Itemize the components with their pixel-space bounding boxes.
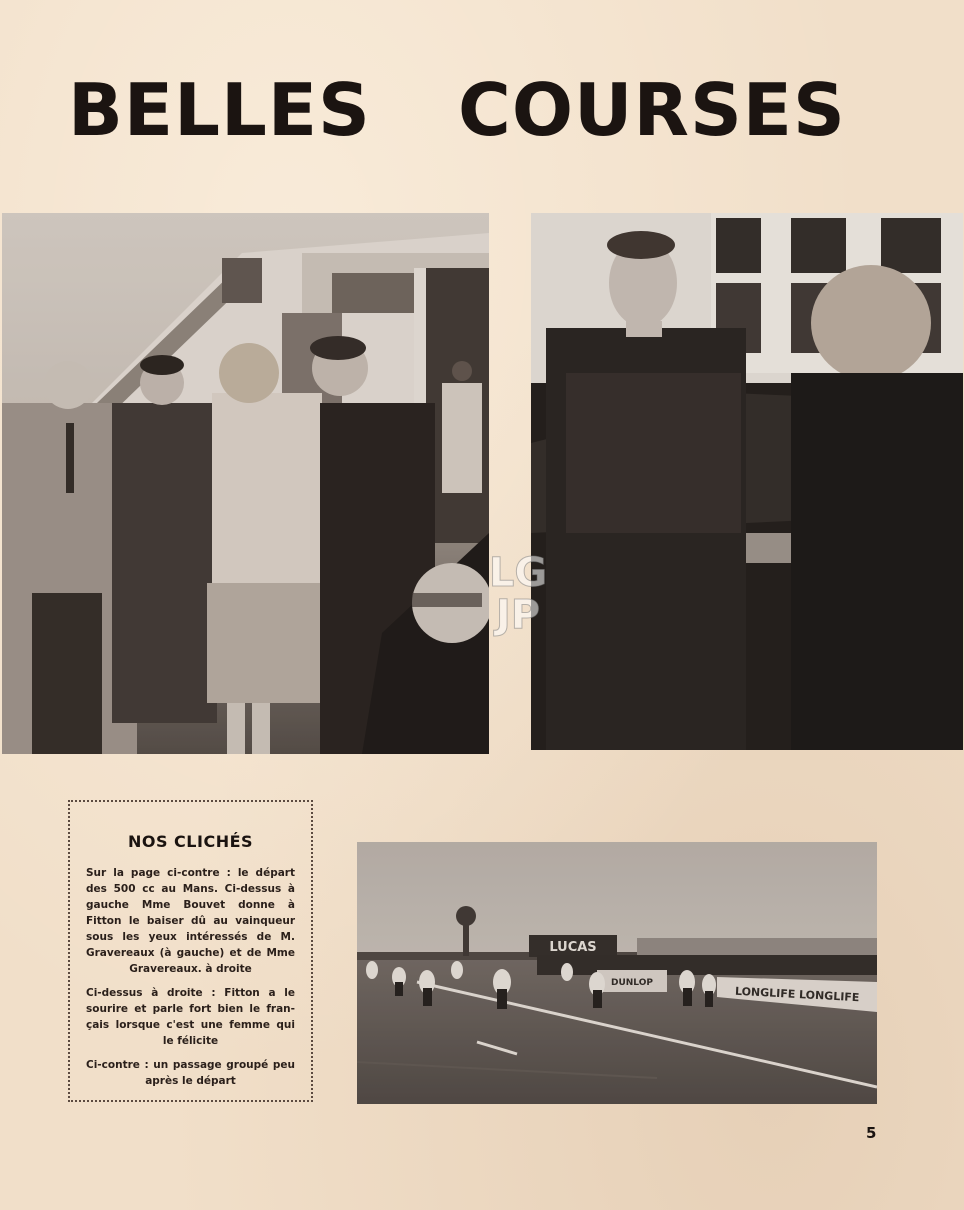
photo-race-start-image (357, 842, 877, 1104)
page-number: 5 (866, 1124, 877, 1142)
watermark-line-2: JP (495, 592, 541, 638)
headline (0, 60, 964, 160)
caption-paragraph-1: Sur la page ci-contre : le départ des 500 cc au Mans. Ci-dessus à gauche Mme Bouvet donne à Fitton le baiser dû au vainqueur sous les yeux intéressés de M. Gravereaux (à gauche) et de Mme Gravereaux. à droite (86, 867, 295, 975)
race-banner-longlife: LONGLIFE LONGLIFE (734, 984, 860, 1005)
photo-crowd-scene-image (2, 213, 489, 754)
caption-title: NOS CLICHÉS (127, 832, 254, 851)
headline-word-2: COURSES (458, 68, 846, 152)
photo-race-start (357, 842, 877, 1104)
headline-word-1: BELLES (68, 68, 371, 152)
caption-paragraph-2: Ci-dessus à droite : Fitton a le sourire et parle fort bien le fran-çais lorsque c'est une femme qui le félicite (86, 987, 295, 1047)
photo-rider-smiling (531, 213, 963, 750)
watermark-line-1: LG (488, 550, 548, 596)
caption-box (68, 800, 313, 1102)
race-sign-lucas: LUCAS (549, 940, 597, 955)
photo-rider-smiling-image (531, 213, 963, 750)
watermark-logo (478, 552, 558, 652)
caption-paragraph-3: Ci-contre : un passage groupé peu après le départ (86, 1059, 295, 1087)
photo-crowd-scene (2, 213, 489, 754)
race-sign-dunlop: DUNLOP (611, 978, 653, 988)
